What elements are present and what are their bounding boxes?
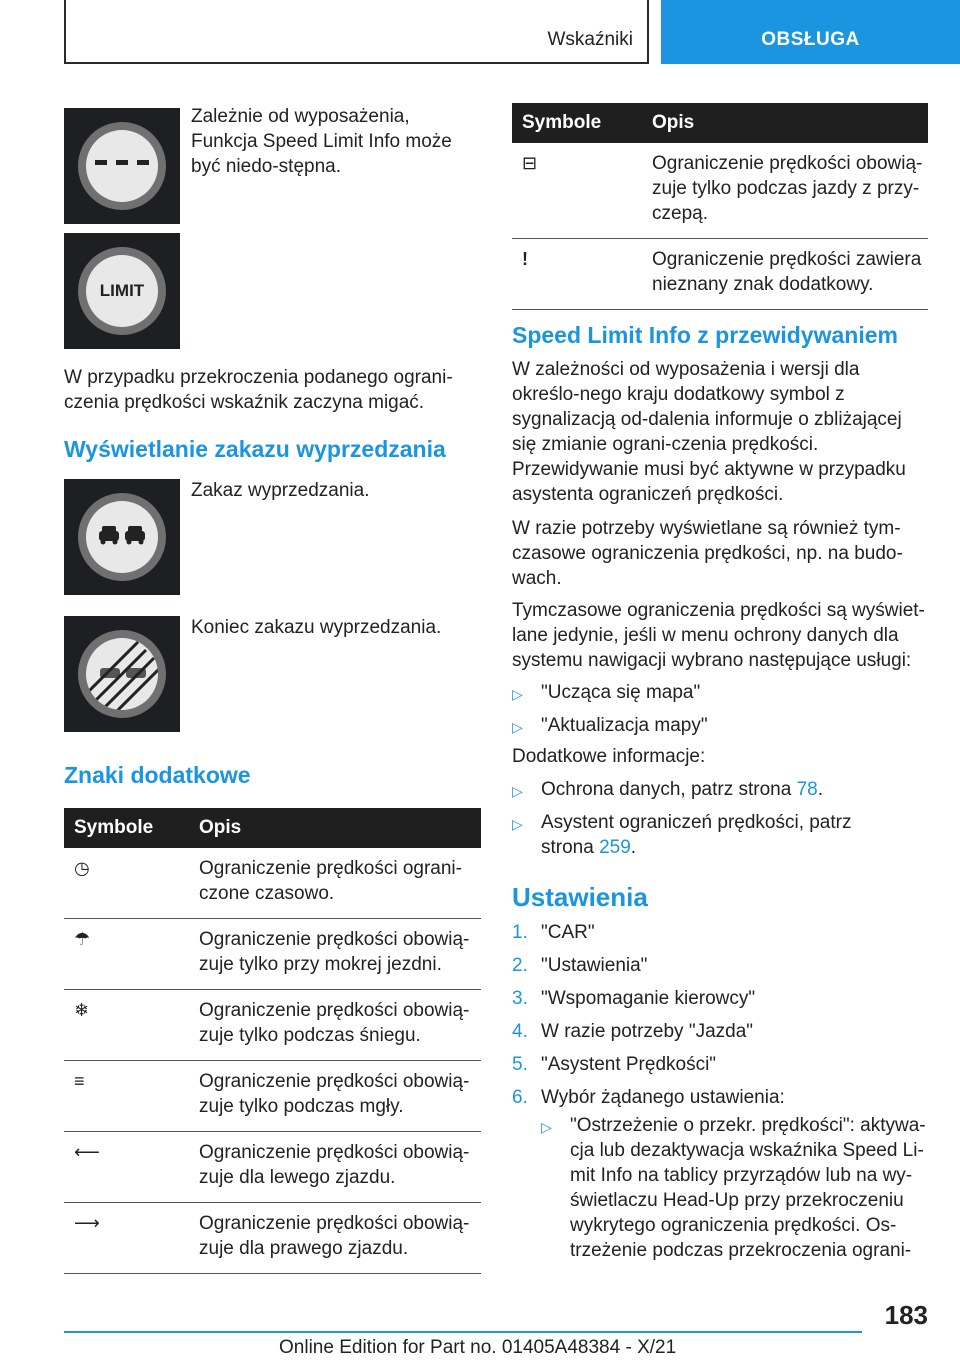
step-number: 1. [512, 922, 528, 943]
step-text: W razie potrzeby "Jazda" [541, 1021, 754, 1042]
sign-end-no-overtaking-image [64, 616, 180, 732]
extra-signs-heading: Znaki dodatkowe [64, 762, 251, 788]
row-desc: Ograniczenie prędkości zawiera nieznany znak dodatkowy. [642, 239, 928, 310]
row-desc: Ograniczenie prędkości obowią-zuje tylko podczas jazdy z przy-czepą. [642, 143, 928, 239]
exclamation-icon: ! [522, 249, 528, 269]
no-overtaking-text: Zakaz wyprzedzania. [191, 480, 370, 501]
step-number: 5. [512, 1054, 528, 1075]
row-desc: Ograniczenie prędkości obowią-zuje tylko przy mokrej jezdni. [189, 919, 481, 990]
fog-icon: ≡ [74, 1071, 85, 1091]
row-desc: Ograniczenie prędkości obowią-zuje tylko podczas mgły. [189, 1061, 481, 1132]
overtaking-heading: Wyświetlanie zakazu wyprzedzania [64, 436, 446, 462]
services-list [512, 680, 928, 738]
sub-option-item [541, 1113, 929, 1263]
row-desc: Ograniczenie prędkości obowią-zuje dla prawego zjazdu. [189, 1203, 481, 1274]
header-chapter-tab[interactable] [661, 0, 960, 64]
col-desc-header: Opis [189, 808, 481, 848]
col-symbol-header: Symbole [64, 808, 189, 848]
page-259-link[interactable]: 259 [599, 837, 631, 858]
step-text: "Wspomaganie kierowcy" [541, 988, 756, 1009]
predictive-para-2: W razie potrzeby wyświetlane są również tym-czasowe ograniczenia prędkości, np. na budo-wach. [512, 518, 903, 589]
list-item [512, 713, 928, 738]
footer-edition-text: Online Edition for Part no. 01405A48384 - X/21 [279, 1337, 677, 1358]
settings-heading: Ustawienia [512, 882, 648, 912]
step-number: 2. [512, 955, 528, 976]
two-cars-icon [86, 501, 158, 573]
sub-option-text: "Ostrzeżenie o przekr. prędkości": aktywa-cja lub dezaktywacja wskaźnika Speed Li-mit Info na tablicy przyrządów lub na wy-świetlaczu Head-Up przy przekroczeniu wykrytego ograniczenia prędkości. Os-trzeżenie podczas przekroczenia ograni- [570, 1115, 926, 1261]
step-item [512, 953, 928, 986]
step-text: "CAR" [541, 922, 595, 943]
triangle-bullet-icon: ▷ [512, 719, 523, 735]
row-desc: Ograniczenie prędkości ograni-czone czasowo. [189, 848, 481, 919]
row-desc: Ograniczenie prędkości obowią-zuje dla lewego zjazdu. [189, 1132, 481, 1203]
header-section-label: Wskaźniki [547, 29, 633, 50]
header-section-tab [64, 0, 649, 64]
step-text: "Asystent Prędkości" [541, 1054, 717, 1075]
table-row [64, 848, 481, 919]
footer-divider [64, 1331, 862, 1333]
sign-face [86, 638, 158, 710]
table-row [64, 919, 481, 990]
sign-no-limit-image [64, 108, 180, 224]
step-item [512, 1019, 928, 1052]
step-number: 6. [512, 1087, 528, 1108]
table-row [64, 1132, 481, 1203]
clock-icon: ◷ [74, 858, 90, 878]
blink-text: W przypadku przekroczenia podanego ograni-czenia prędkości wskaźnik zaczyna migać. [64, 367, 453, 413]
table-header-row [512, 103, 928, 143]
triangle-bullet-icon: ▷ [512, 686, 523, 702]
predictive-para-1: W zależności od wyposażenia i wersji dla określo-nego kraju dodatkowy symbol z sygnalizacją od-dalenia informuje o zbliżającej się zmianie ograni-czenia prędkości. Przewidywanie musi być aktywne w przypadku asystenta ograniczeń prędkości. [512, 359, 906, 505]
sign-limit-image [64, 233, 180, 349]
list-item [512, 680, 928, 705]
end-no-overtaking-text: Koniec zakazu wyprzedzania. [191, 617, 442, 638]
info-list [512, 777, 928, 860]
dash [116, 160, 128, 165]
table-header-row [64, 808, 481, 848]
table-row [64, 1203, 481, 1274]
list-item: ▷ Ochrona danych, patrz strona 78. [512, 777, 928, 802]
service-text: "Ucząca się mapa" [541, 682, 701, 703]
step-item [512, 986, 928, 1019]
rain-icon: ☂ [74, 929, 91, 949]
settings-steps [512, 920, 928, 1118]
end-restriction-stripes-icon [86, 638, 158, 710]
step-text: "Ustawienia" [541, 955, 648, 976]
header-chapter-label: OBSŁUGA [761, 29, 860, 50]
predictive-heading: Speed Limit Info z przewidywaniem [512, 322, 898, 348]
predictive-para-3: Tymczasowe ograniczenia prędkości są wyświet-lane jedynie, jeśli w menu ochrony danych dla systemu nawigacji wybrano następujące usługi: [512, 600, 925, 671]
dash [95, 160, 107, 165]
trailer-icon: ⊟ [522, 153, 538, 173]
page-number: 183 [884, 1300, 928, 1330]
extra-signs-table-continued [512, 103, 928, 310]
col-symbol-header: Symbole [512, 103, 642, 143]
intro-text: Zależnie od wyposażenia, Funkcja Speed Limit Info może być niedo-stępna. [191, 106, 452, 177]
info-text: Ochrona danych, patrz strona [541, 779, 792, 800]
dash [137, 160, 149, 165]
sign-no-overtaking-image [64, 479, 180, 595]
table-row [64, 990, 481, 1061]
col-desc-header: Opis [642, 103, 928, 143]
step-item [512, 920, 928, 953]
triangle-bullet-icon: ▷ [512, 816, 523, 832]
sign-limit-text: LIMIT [99, 281, 145, 300]
arrow-left-icon: ⟵ [74, 1142, 100, 1162]
table-row [512, 143, 928, 239]
sign-face [86, 130, 158, 202]
info-text: Asystent ograniczeń prędkości, patrz strona [541, 812, 852, 858]
snowflake-icon: ❄ [74, 1000, 90, 1020]
list-item [541, 1113, 929, 1263]
table-row [512, 239, 928, 310]
triangle-bullet-icon: ▷ [512, 783, 523, 799]
row-desc: Ograniczenie prędkości obowią-zuje tylko podczas śniegu. [189, 990, 481, 1061]
step-number: 3. [512, 988, 528, 1009]
dash-group [95, 160, 149, 166]
triangle-bullet-icon: ▷ [541, 1119, 552, 1135]
service-text: "Aktualizacja mapy" [541, 715, 708, 736]
extra-signs-table [64, 808, 481, 1274]
arrow-right-icon: ⟶ [74, 1213, 100, 1233]
extra-info-label: Dodatkowe informacje: [512, 746, 706, 767]
table-row [64, 1061, 481, 1132]
list-item: ▷ Asystent ograniczeń prędkości, patrz strona 259. [512, 812, 852, 858]
step-item [512, 1052, 928, 1085]
step-text: Wybór żądanego ustawienia: [541, 1087, 785, 1108]
page-78-link[interactable]: 78 [796, 779, 818, 800]
step-number: 4. [512, 1021, 528, 1042]
